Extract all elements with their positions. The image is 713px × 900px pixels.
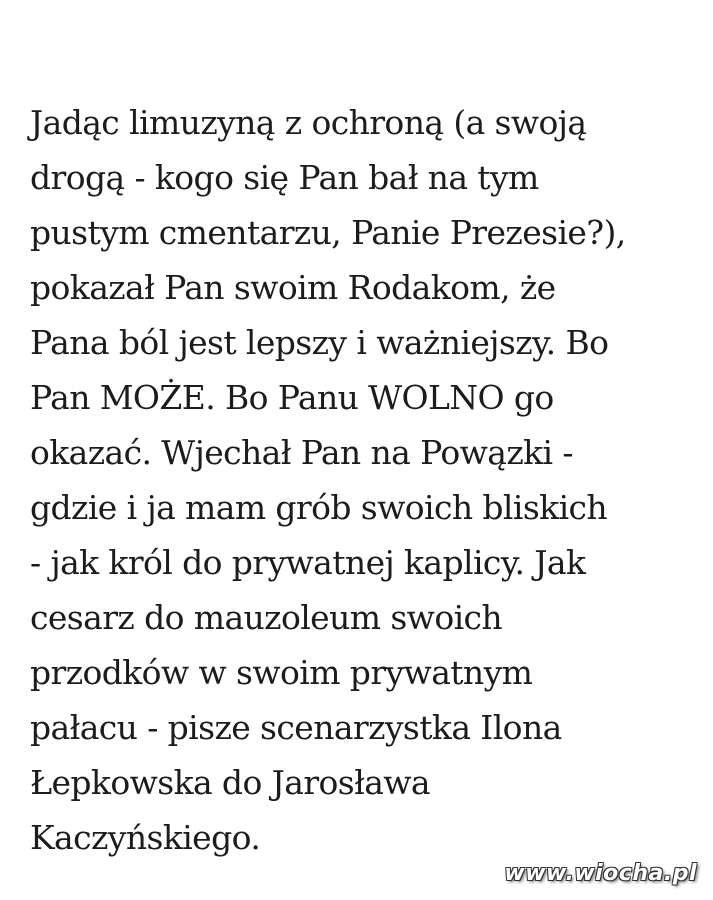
text-line: drogą - kogo się Pan bał na tym: [30, 158, 539, 197]
text-line: Łepkowska do Jarosława: [30, 763, 430, 802]
article-text: [30, 95, 700, 865]
text-line: Pana ból jest lepszy i ważniejszy. Bo: [30, 323, 609, 362]
text-line: cesarz do mauzoleum swoich: [30, 598, 503, 637]
text-line: pokazał Pan swoim Rodakom, że: [30, 268, 556, 307]
text-line: Jadąc limuzyną z ochroną (a swoją: [30, 103, 587, 142]
text-line: okazać. Wjechał Pan na Powązki -: [30, 433, 573, 472]
watermark: www.wiocha.pl: [504, 861, 697, 886]
text-line: Kaczyńskiego.: [30, 818, 261, 857]
text-line: pustym cmentarzu, Panie Prezesie?),: [30, 213, 626, 252]
text-line: - jak król do prywatnej kaplicy. Jak: [30, 543, 586, 582]
text-line: pałacu - pisze scenarzystka Ilona: [30, 708, 562, 747]
text-line: Pan MOŻE. Bo Panu WOLNO go: [30, 378, 554, 417]
text-line: przodków w swoim prywatnym: [30, 653, 533, 692]
text-line: gdzie i ja mam grób swoich bliskich: [30, 488, 608, 527]
